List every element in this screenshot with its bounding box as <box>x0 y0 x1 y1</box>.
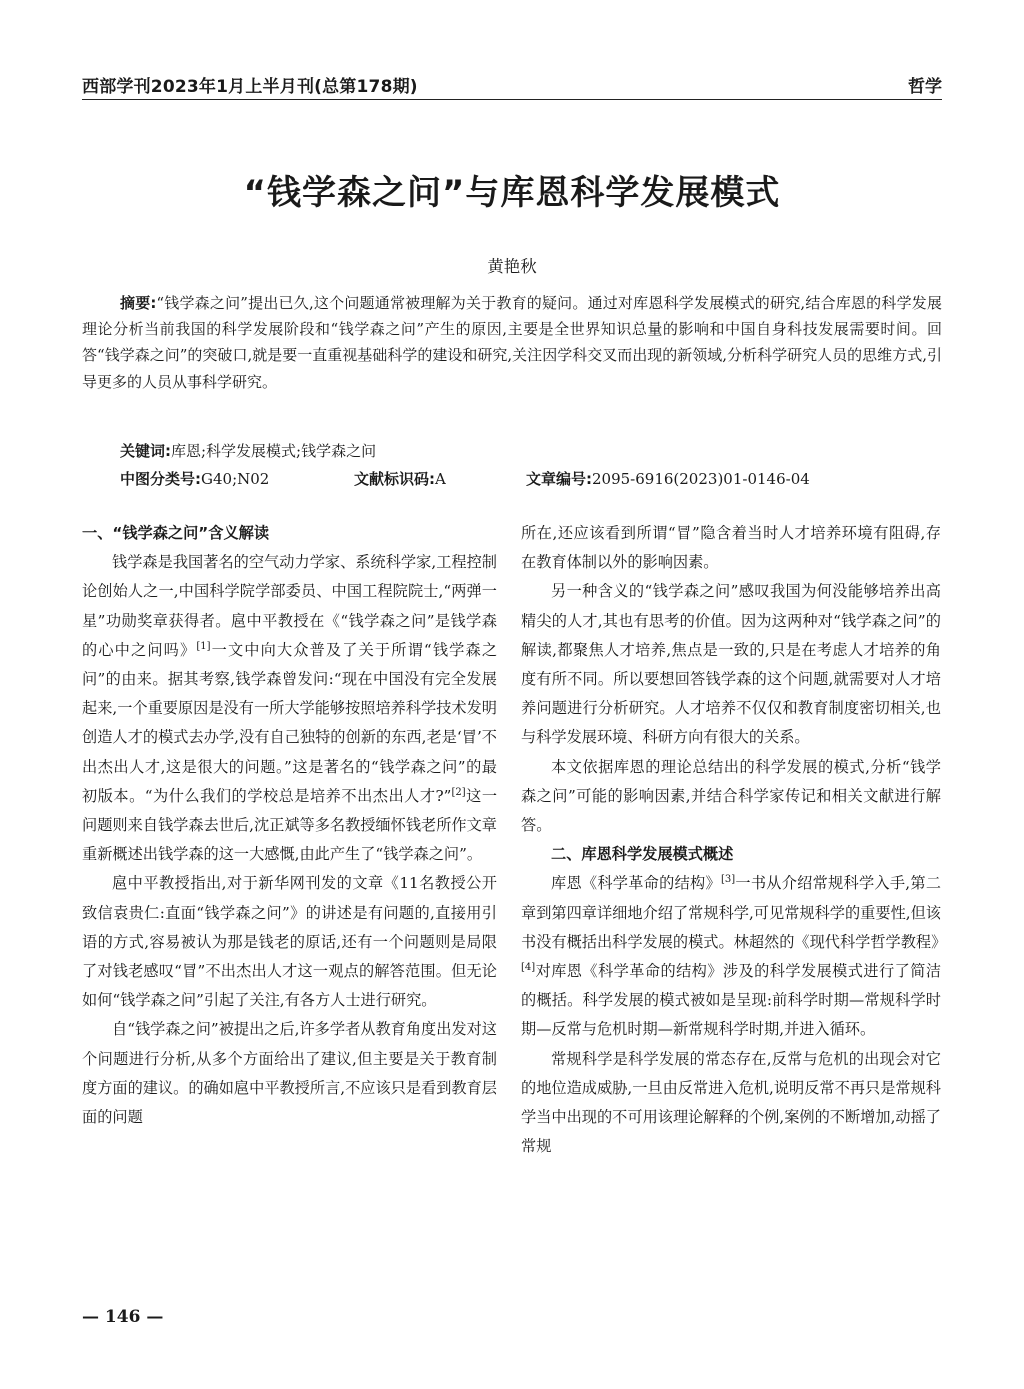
section-label: 哲学 <box>908 77 942 97</box>
citation-marker: [2] <box>451 786 466 798</box>
paragraph: 扈中平教授指出,对于新华网刊发的文章《11名教授公开致信袁贵仁:直面“钱学森之问”》的讲述是有问题的,直接用引语的方式,容易被认为那是钱老的原话,还有一个问题则是局限了对钱老感叹“冒”不出杰出人才这一观点的解答范围。但无论如何“钱学森之问”引起了关注,有各方人士进行研究。 <box>82 874 497 1010</box>
paragraph: 库恩《科学革命的结构》[3]一书从介绍常规科学入手,第二章到第四章详细地介绍了常规科学,可见常规科学的重要性,但该书没有概括出科学发展的模式。林超然的《现代科学哲学教程》[4]对库恩《科学革命的结构》涉及的科学发展模式进行了简洁的概括。科学发展的模式被如是呈现:前科学时期—常规科学时期—反常与危机时期—新常规科学时期,并进入循环。 <box>521 874 947 1039</box>
paragraph: 自“钱学森之问”被提出之后,许多学者从教育角度出发对这个问题进行分析,从多个方面给出了建议,但主要是关于教育制度方面的建议。的确如扈中平教授所言,不应该只是看到教育层面的问题 <box>82 1020 497 1127</box>
running-header <box>82 70 942 100</box>
clc-label: 中图分类号: <box>120 470 201 488</box>
doc-code-value: A <box>435 470 446 488</box>
keywords-line <box>120 440 376 461</box>
citation-marker: [1] <box>196 640 211 652</box>
right-column <box>521 519 947 1161</box>
header-divider <box>82 99 942 100</box>
doc-code-label: 文献标识码: <box>354 470 435 488</box>
paragraph: 本文依据库恩的理论总结出的科学发展的模式,分析“钱学森之问”可能的影响因素,并结合科学家传记和相关文献进行解答。 <box>521 757 941 835</box>
article-no-field <box>526 468 810 489</box>
abstract-label: 摘要: <box>120 294 157 312</box>
paragraph: 钱学森是我国著名的空气动力学家、系统科学家,工程控制论创始人之一,中国科学院学部委员、中国工程院院士,“两弹一星”功勋奖章获得者。扈中平教授在《“钱学森之问”是钱学森的心中之问吗》[1]一文中向大众普及了关于所谓“钱学森之问”的由来。据其考察,钱学森曾发问:“现在中国没有完全发展起来,一个重要原因是没有一所大学能够按照培养科学技术发明创造人才的模式去办学,没有自己独特的创新的东西,老是‘冒’不出杰出人才,这是很大的问题。”这是著名的“钱学森之问”的最初版本。“为什么我们的学校总是培养不出杰出人才?”[2]这一问题则来自钱学森去世后,沈正斌等多名教授缅怀钱老所作文章重新概述出钱学森的这一大感慨,由此产生了“钱学森之问”。 <box>82 553 498 864</box>
doc-code-field <box>354 468 446 489</box>
citation-marker: [4] <box>521 961 536 973</box>
clc-value: G40;N02 <box>201 470 270 488</box>
keywords-label: 关键词: <box>120 442 171 460</box>
section-heading-2: 二、库恩科学发展模式概述 <box>551 845 734 864</box>
journal-issue: 西部学刊2023年1月上半月刊(总第178期) <box>82 77 418 97</box>
clc-field <box>120 468 269 489</box>
paragraph: 所在,还应该看到所谓“冒”隐含着当时人才培养环境有阻碍,存在教育体制以外的影响因素。 <box>521 524 941 572</box>
paragraph: 常规科学是科学发展的常态存在,反常与危机的出现会对它的地位造成威胁,一旦由反常进入危机,说明反常不再只是常规科学当中出现的不可用该理论解释的个例,案例的不断增加,动摇了常规 <box>521 1049 941 1156</box>
article-no-label: 文章编号: <box>526 470 592 488</box>
section-heading-1: 一、“钱学森之问”含义解读 <box>82 524 270 542</box>
paragraph: 另一种含义的“钱学森之问”感叹我国为何没能够培养出高精尖的人才,其也有思考的价值。因为这两种对“钱学森之问”的解读,都聚焦人才培养,焦点是一致的,只是在考虑人才培养的角度有所不同。所以要想回答钱学森的这个问题,就需要对人才培养问题进行分析研究。人才培养不仅仅和教育制度密切相关,也与科学发展环境、科研方向有很大的关系。 <box>521 582 941 747</box>
left-column <box>82 519 497 1132</box>
abstract-text: “钱学森之问”提出已久,这个问题通常被理解为关于教育的疑问。通过对库恩科学发展模式的研究,结合库恩的科学发展理论分析当前我国的科学发展阶段和“钱学森之问”产生的原因,主要是全世界知识总量的影响和中国自身科技发展需要时间。回答“钱学森之问”的突破口,就是要一直重视基础科学的建设和研究,关注因学科交叉而出现的新领域,分析科学研究人员的思维方式,引导更多的人员从事科学研究。 <box>82 294 942 391</box>
abstract <box>82 290 942 395</box>
keywords-text: 库恩;科学发展模式;钱学森之问 <box>171 442 377 460</box>
article-author: 黄艳秋 <box>487 257 537 276</box>
article-no-value: 2095-6916(2023)01-0146-04 <box>592 470 810 488</box>
article-title: “钱学森之问”与库恩科学发展模式 <box>243 173 781 213</box>
page-number: — 146 — <box>82 1307 164 1327</box>
citation-marker: [3] <box>720 874 736 886</box>
